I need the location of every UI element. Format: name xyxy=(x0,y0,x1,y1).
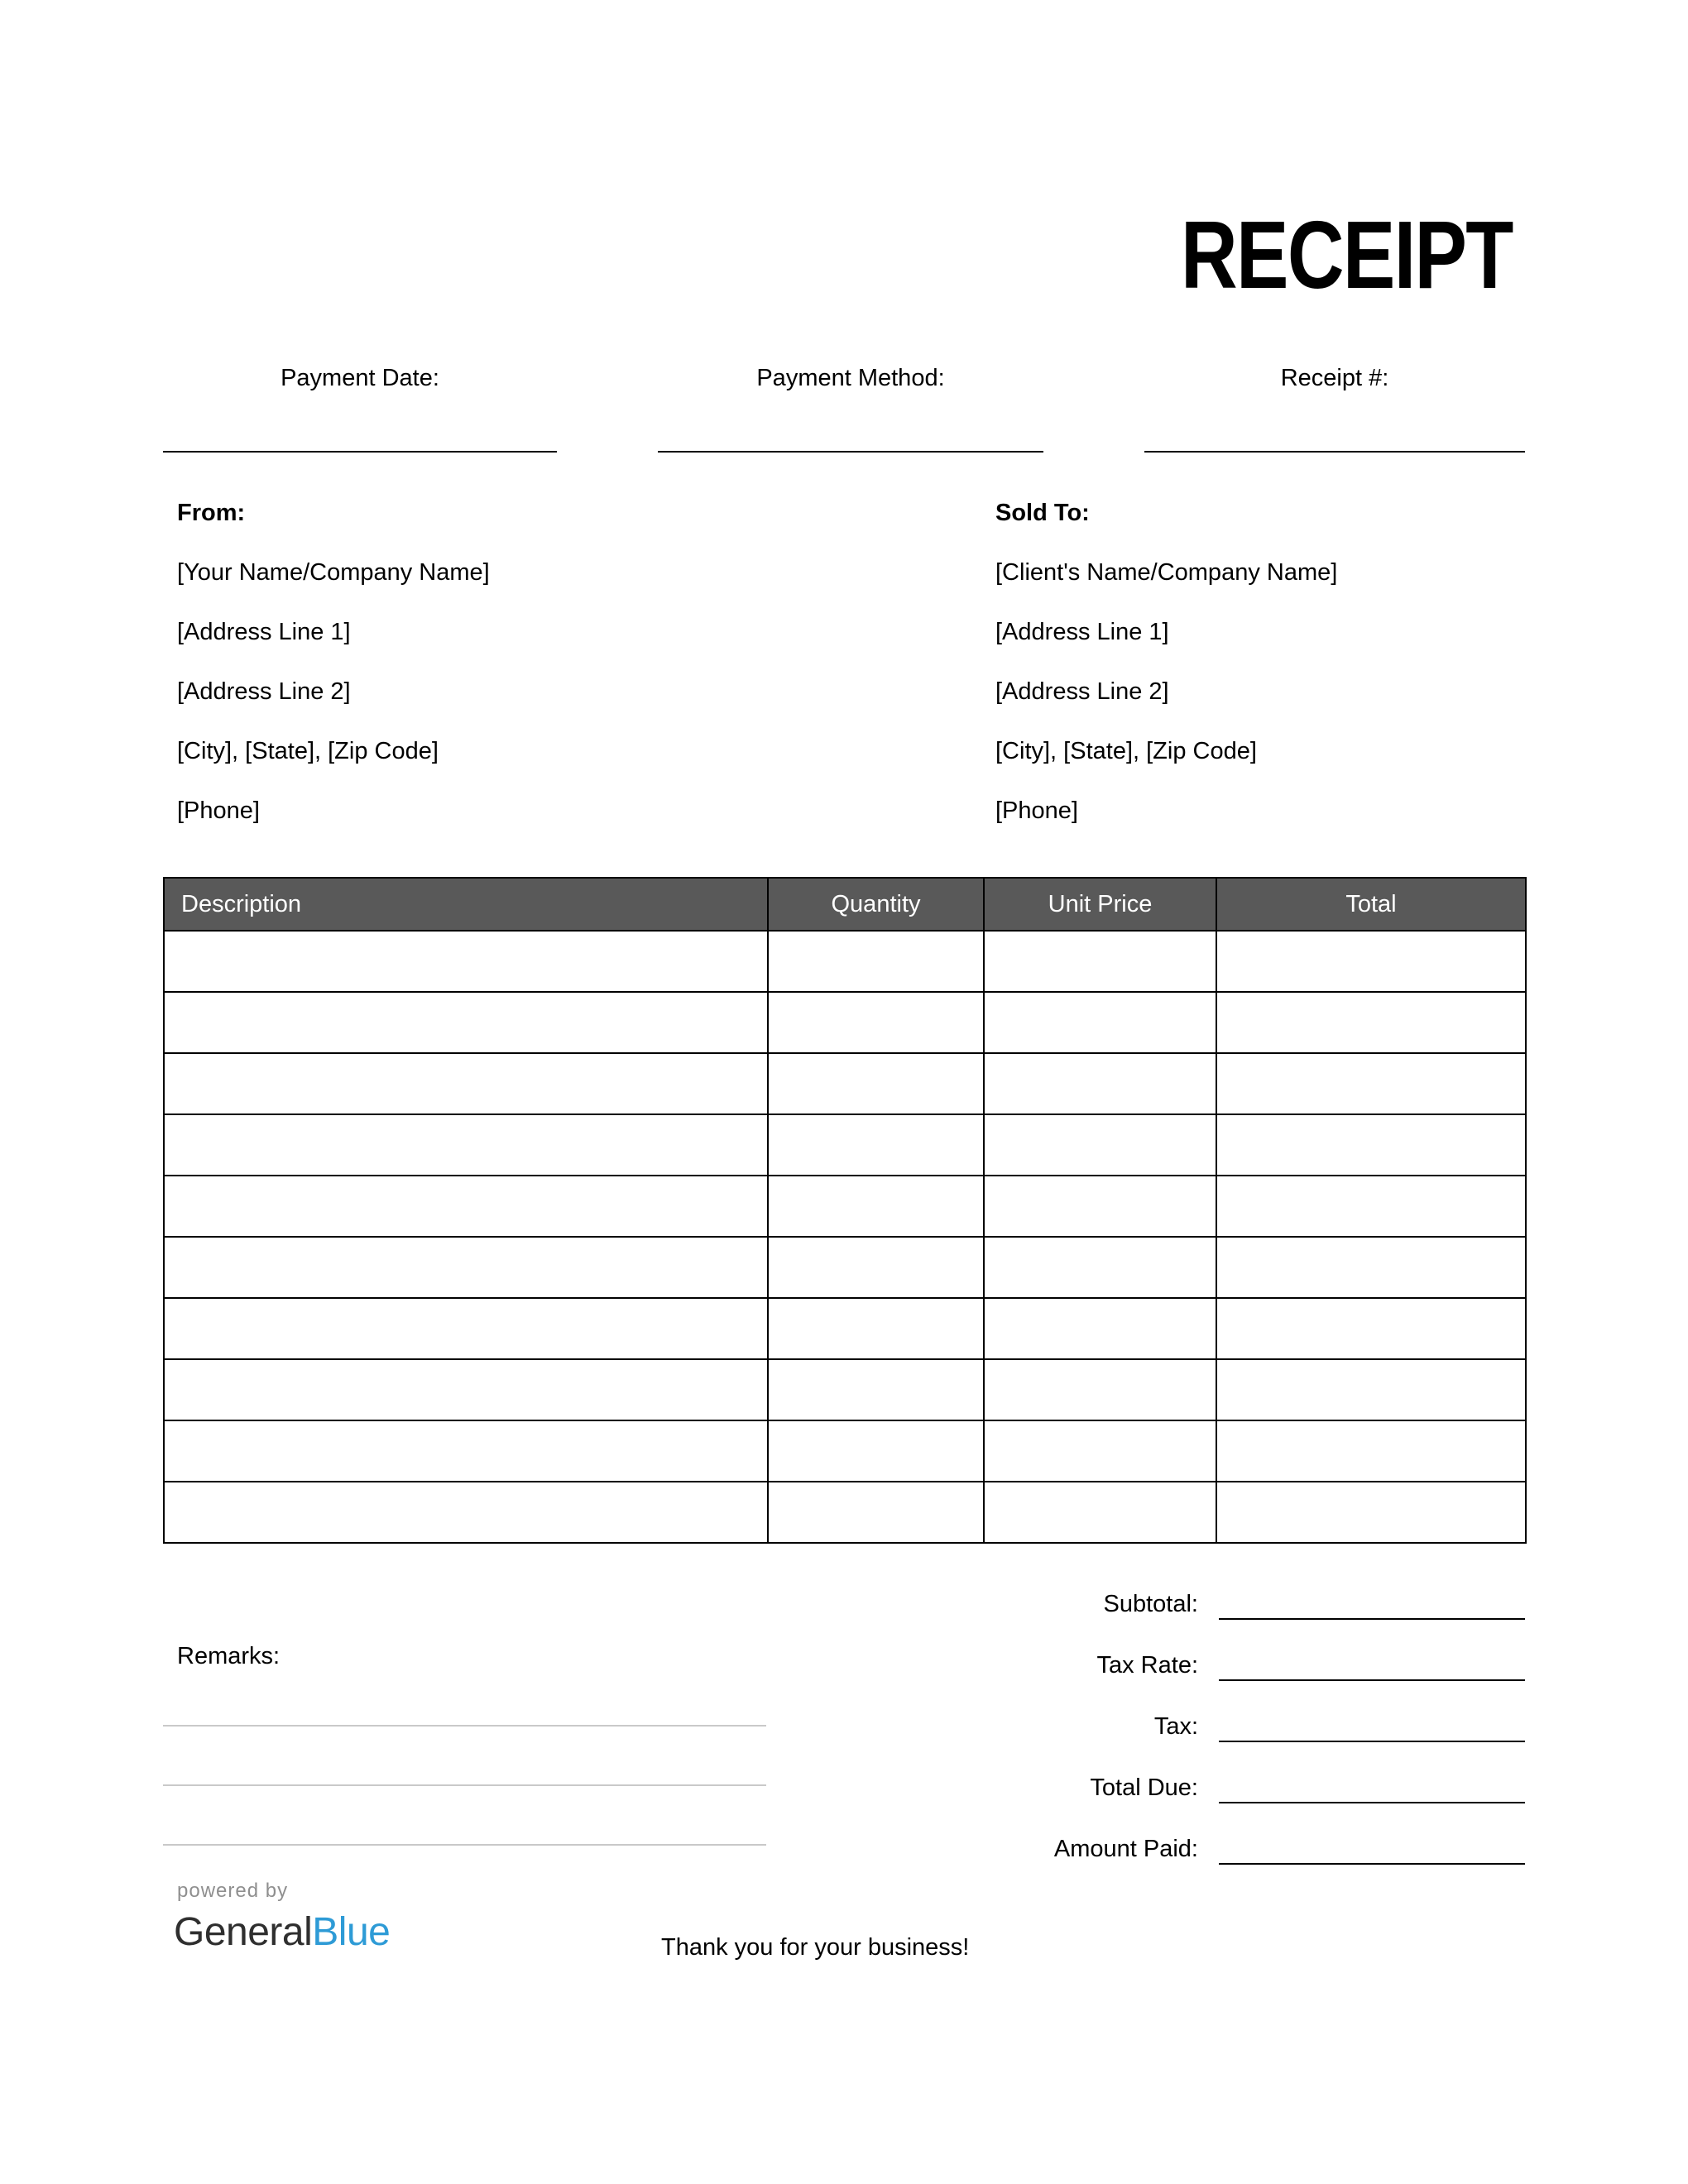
item-quantity-cell[interactable] xyxy=(768,1053,984,1114)
item-row xyxy=(164,1482,1526,1543)
item-total-cell[interactable] xyxy=(1216,1114,1526,1176)
item-description-cell[interactable] xyxy=(164,1114,768,1176)
amount-paid-label: Amount Paid: xyxy=(1053,1836,1198,1862)
logo-general-text: General xyxy=(174,1910,313,1954)
item-quantity-cell[interactable] xyxy=(768,1237,984,1298)
item-unit-price-cell[interactable] xyxy=(984,1359,1216,1420)
from-phone-line: [Phone] xyxy=(177,797,260,824)
payment-method-label: Payment Method: xyxy=(756,365,945,391)
sold-to-heading: Sold To: xyxy=(995,500,1090,526)
column-header-unit-price: Unit Price xyxy=(984,878,1216,931)
item-row xyxy=(164,1237,1526,1298)
item-unit-price-cell[interactable] xyxy=(984,1053,1216,1114)
column-header-quantity: Quantity xyxy=(768,878,984,931)
items-table-header-row xyxy=(164,878,1526,931)
item-total-cell[interactable] xyxy=(1216,1359,1526,1420)
total-due-value-line[interactable] xyxy=(1219,1757,1525,1803)
subtotal-value-line[interactable] xyxy=(1219,1573,1525,1620)
column-header-total: Total xyxy=(1216,878,1526,931)
from-heading: From: xyxy=(177,500,246,526)
item-total-cell[interactable] xyxy=(1216,931,1526,992)
item-row xyxy=(164,1298,1526,1359)
receipt-number-input-line[interactable] xyxy=(1144,451,1525,453)
item-quantity-cell[interactable] xyxy=(768,1298,984,1359)
item-total-cell[interactable] xyxy=(1216,1420,1526,1482)
item-quantity-cell[interactable] xyxy=(768,992,984,1053)
from-name-line: [Your Name/Company Name] xyxy=(177,559,490,586)
payment-method-input-line[interactable] xyxy=(658,451,1043,453)
subtotal-row xyxy=(846,1573,1525,1635)
item-total-cell[interactable] xyxy=(1216,1053,1526,1114)
logo-blue-text: Blue xyxy=(312,1910,391,1954)
tax-rate-label: Tax Rate: xyxy=(1096,1652,1198,1679)
item-row xyxy=(164,931,1526,992)
tax-row xyxy=(846,1696,1525,1757)
item-description-cell[interactable] xyxy=(164,1298,768,1359)
totals-section xyxy=(846,1573,1525,1880)
tax-value-line[interactable] xyxy=(1219,1696,1525,1742)
remarks-line[interactable] xyxy=(163,1727,766,1786)
item-description-cell[interactable] xyxy=(164,931,768,992)
sold-to-phone-line: [Phone] xyxy=(995,797,1078,824)
item-description-cell[interactable] xyxy=(164,1053,768,1114)
column-header-description: Description xyxy=(164,878,768,931)
item-unit-price-cell[interactable] xyxy=(984,1114,1216,1176)
item-row xyxy=(164,1114,1526,1176)
sold-to-name-line: [Client's Name/Company Name] xyxy=(995,559,1338,586)
item-row xyxy=(164,1420,1526,1482)
items-table xyxy=(163,877,1527,1544)
item-description-cell[interactable] xyxy=(164,1359,768,1420)
generalblue-logo xyxy=(174,1909,390,1955)
amount-paid-value-line[interactable] xyxy=(1219,1818,1525,1865)
item-description-cell[interactable] xyxy=(164,1237,768,1298)
subtotal-label: Subtotal: xyxy=(1103,1591,1198,1617)
payment-date-field xyxy=(163,365,557,457)
item-total-cell[interactable] xyxy=(1216,1298,1526,1359)
item-row xyxy=(164,1053,1526,1114)
sold-to-address2-line: [Address Line 2] xyxy=(995,678,1169,705)
remarks-lines xyxy=(163,1667,766,1846)
item-total-cell[interactable] xyxy=(1216,1237,1526,1298)
item-quantity-cell[interactable] xyxy=(768,1482,984,1543)
from-address1-line: [Address Line 1] xyxy=(177,619,351,645)
item-quantity-cell[interactable] xyxy=(768,1176,984,1237)
remarks-line[interactable] xyxy=(163,1786,766,1846)
sold-to-address1-line: [Address Line 1] xyxy=(995,619,1169,645)
remarks-line[interactable] xyxy=(163,1667,766,1727)
document-title: RECEIPT xyxy=(1181,201,1513,309)
parties-section xyxy=(177,483,1525,841)
payment-date-input-line[interactable] xyxy=(163,451,557,453)
payment-method-field xyxy=(658,365,1043,457)
amount-paid-row xyxy=(846,1818,1525,1880)
payment-fields-row xyxy=(163,365,1525,457)
item-unit-price-cell[interactable] xyxy=(984,1176,1216,1237)
item-quantity-cell[interactable] xyxy=(768,1420,984,1482)
total-due-label: Total Due: xyxy=(1090,1774,1198,1801)
item-unit-price-cell[interactable] xyxy=(984,931,1216,992)
item-unit-price-cell[interactable] xyxy=(984,1298,1216,1359)
item-description-cell[interactable] xyxy=(164,992,768,1053)
total-due-row xyxy=(846,1757,1525,1818)
item-unit-price-cell[interactable] xyxy=(984,1482,1216,1543)
item-description-cell[interactable] xyxy=(164,1482,768,1543)
item-unit-price-cell[interactable] xyxy=(984,1237,1216,1298)
item-total-cell[interactable] xyxy=(1216,992,1526,1053)
receipt-number-label: Receipt #: xyxy=(1280,365,1389,391)
tax-rate-value-line[interactable] xyxy=(1219,1635,1525,1681)
sold-to-city-line: [City], [State], [Zip Code] xyxy=(995,738,1257,764)
tax-label: Tax: xyxy=(1153,1713,1198,1740)
item-description-cell[interactable] xyxy=(164,1176,768,1237)
tax-rate-row xyxy=(846,1635,1525,1696)
remarks-label: Remarks: xyxy=(177,1643,281,1669)
from-address2-line: [Address Line 2] xyxy=(177,678,351,705)
items-table-body xyxy=(164,931,1526,1543)
sold-to-section xyxy=(995,483,1525,841)
item-quantity-cell[interactable] xyxy=(768,931,984,992)
payment-date-label: Payment Date: xyxy=(281,365,439,391)
item-quantity-cell[interactable] xyxy=(768,1114,984,1176)
from-section xyxy=(177,483,995,841)
item-row xyxy=(164,992,1526,1053)
item-description-cell[interactable] xyxy=(164,1420,768,1482)
item-total-cell[interactable] xyxy=(1216,1176,1526,1237)
item-quantity-cell[interactable] xyxy=(768,1359,984,1420)
item-total-cell[interactable] xyxy=(1216,1482,1526,1543)
item-unit-price-cell[interactable] xyxy=(984,992,1216,1053)
from-city-line: [City], [State], [Zip Code] xyxy=(177,738,439,764)
item-row xyxy=(164,1359,1526,1420)
thank-you-message: Thank you for your business! xyxy=(661,1934,970,1961)
receipt-number-field xyxy=(1144,365,1525,457)
powered-by-text: powered by xyxy=(177,1880,289,1902)
item-row xyxy=(164,1176,1526,1237)
item-unit-price-cell[interactable] xyxy=(984,1420,1216,1482)
